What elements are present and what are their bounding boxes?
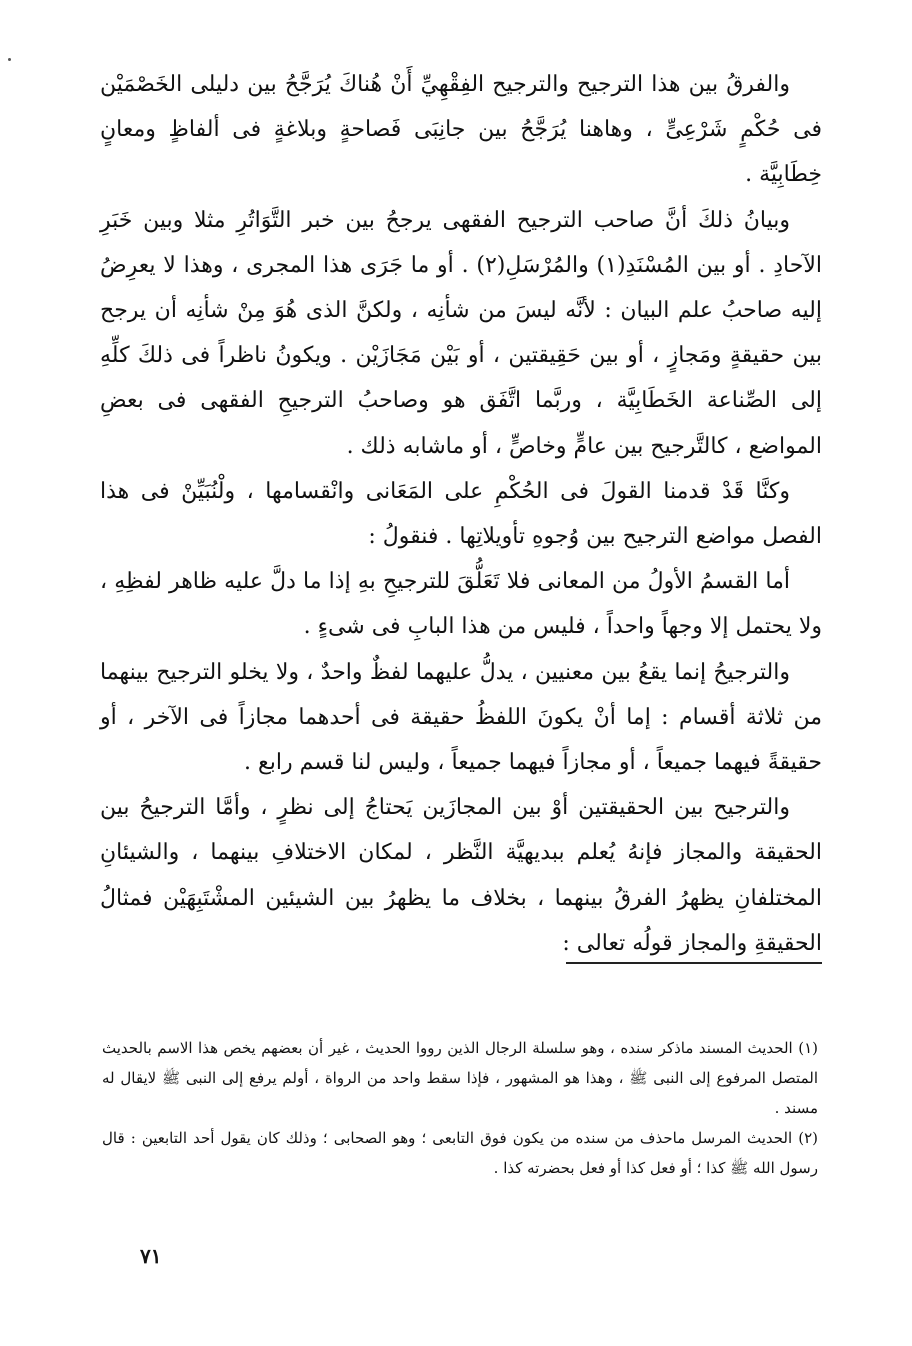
main-text (100, 62, 822, 966)
paragraph-2: وبيانُ ذلكَ أنَّ صاحب الترجيح الفقهى يرجحُ بين خبر التَّوَاتُرِ مثلا وبين خَبَرِ الآحادِ . أو بين المُسْنَدِ(١) والمُرْسَلِ(٢) . أو ما جَرَى هذا المجرى ، وهذا لا يعرِضُ إليه صاحبُ علم البيان : لأنَّه ليسَ من شأنِه ، ولكنَّ الذى هُوَ مِنْ شأنِه أن يرجح بين حقيقةٍ ومَجازٍ ، أو بين حَقِيقتين ، أو بَيْن مَجَازَيْن . ويكونُ ناظراً فى ذلكَ كلِّهِ إلى الصِّناعة الخَطَابِيَّة ، وربَّما اتَّفَق هو وصاحبُ الترجيحِ الفقهى فى بعضِ المواضع ، كالتَّرجيح بين عامٍّ وخاصٍّ ، أو ماشابه ذلك . (100, 207, 822, 459)
page-number: ٧١ (140, 1244, 162, 1268)
paragraph-1: والفرقُ بين هذا الترجيح والترجيح الفِقْهِيِّ أَنْ هُناكَ يُرَجَّحُ بين دليلى الخَصْمَيْن فى حُكْمٍ شَرْعِىٍّ ، وهاهنا يُرَجَّحُ بين جانِبَى فَصاحةٍ وبلاغةٍ فى ألفاظٍ ومعانٍ خِطَابِيَّة . (100, 72, 822, 188)
paragraph-5: والترجيحُ إنما يقعُ بين معنيين ، يدلُّ عليهما لفظٌ واحدٌ ، ولا يخلو الترجيح بينهما من ثلاثة أقسام : إما أنْ يكونَ اللفظُ حقيقة فى أحدهما مجازاً فى الآخر ، أو حقيقةً فيهما جميعاً ، أو مجازاً فيهما جميعاً ، وليس لنا قسم رابع . (100, 659, 822, 776)
footnote-2: (٢) الحديث المرسل ماحذف من سنده من يكون فوق التابعى ؛ وهو الصحابى ؛ وذلك كان يقول أحد التابعين : قال رسول الله ﷺ كذا ؛ أو فعل كذا أو فعل بحضرته كذا . (102, 1129, 818, 1177)
footnote-separator (566, 962, 822, 964)
scan-speck (8, 58, 11, 61)
paragraph-3: وكنَّا قَدْ قدمنا القولَ فى الحُكْمِ على المَعَانى وانْقسامها ، ولْنُبَيِّنْ فى هذا الفصل مواضع الترجيح بين وُجوهِ تأويلاتِها . فنقولُ : (100, 478, 822, 550)
paragraph-6: والترجيح بين الحقيقتين أوْ بين المجازَين يَحتاجُ إلى نظرٍ ، وأمَّا الترجيحُ بين الحقيقة والمجاز فإنهُ يُعلم ببديهيَّة النَّظر ، لمكان الاختلافِ بينهما ، والشيئانِ المختلفانِ يظهرُ الفرقُ بينهما ، بخلاف ما يظهرُ بين الشيئين المشْتَبِهَيْن فمثالُ الحقيقةِ والمجاز قولُه تعالى : (100, 795, 822, 956)
footnote-1: (١) الحديث المسند ماذكر سنده ، وهو سلسلة الرجال الذين رووا الحديث ، غير أن بعضهم يخص هذا الاسم بالحديث المتصل المرفوع إلى النبى ﷺ ، وهذا هو المشهور ، فإذا سقط واحد من الرواة ، أولم يرفع إلى النبى ﷺ لايقال له مسند . (102, 1039, 818, 1117)
footnotes (102, 1033, 818, 1183)
paragraph-4: أما القسمُ الأولُ من المعانى فلا تَعَلُّقَ للترجيحِ بهِ إذا ما دلَّ عليه ظاهر لفظِهِ ، ولا يحتمل إلا وجهاً واحداً ، فليس من هذا البابِ فى شىءٍ . (100, 569, 822, 640)
